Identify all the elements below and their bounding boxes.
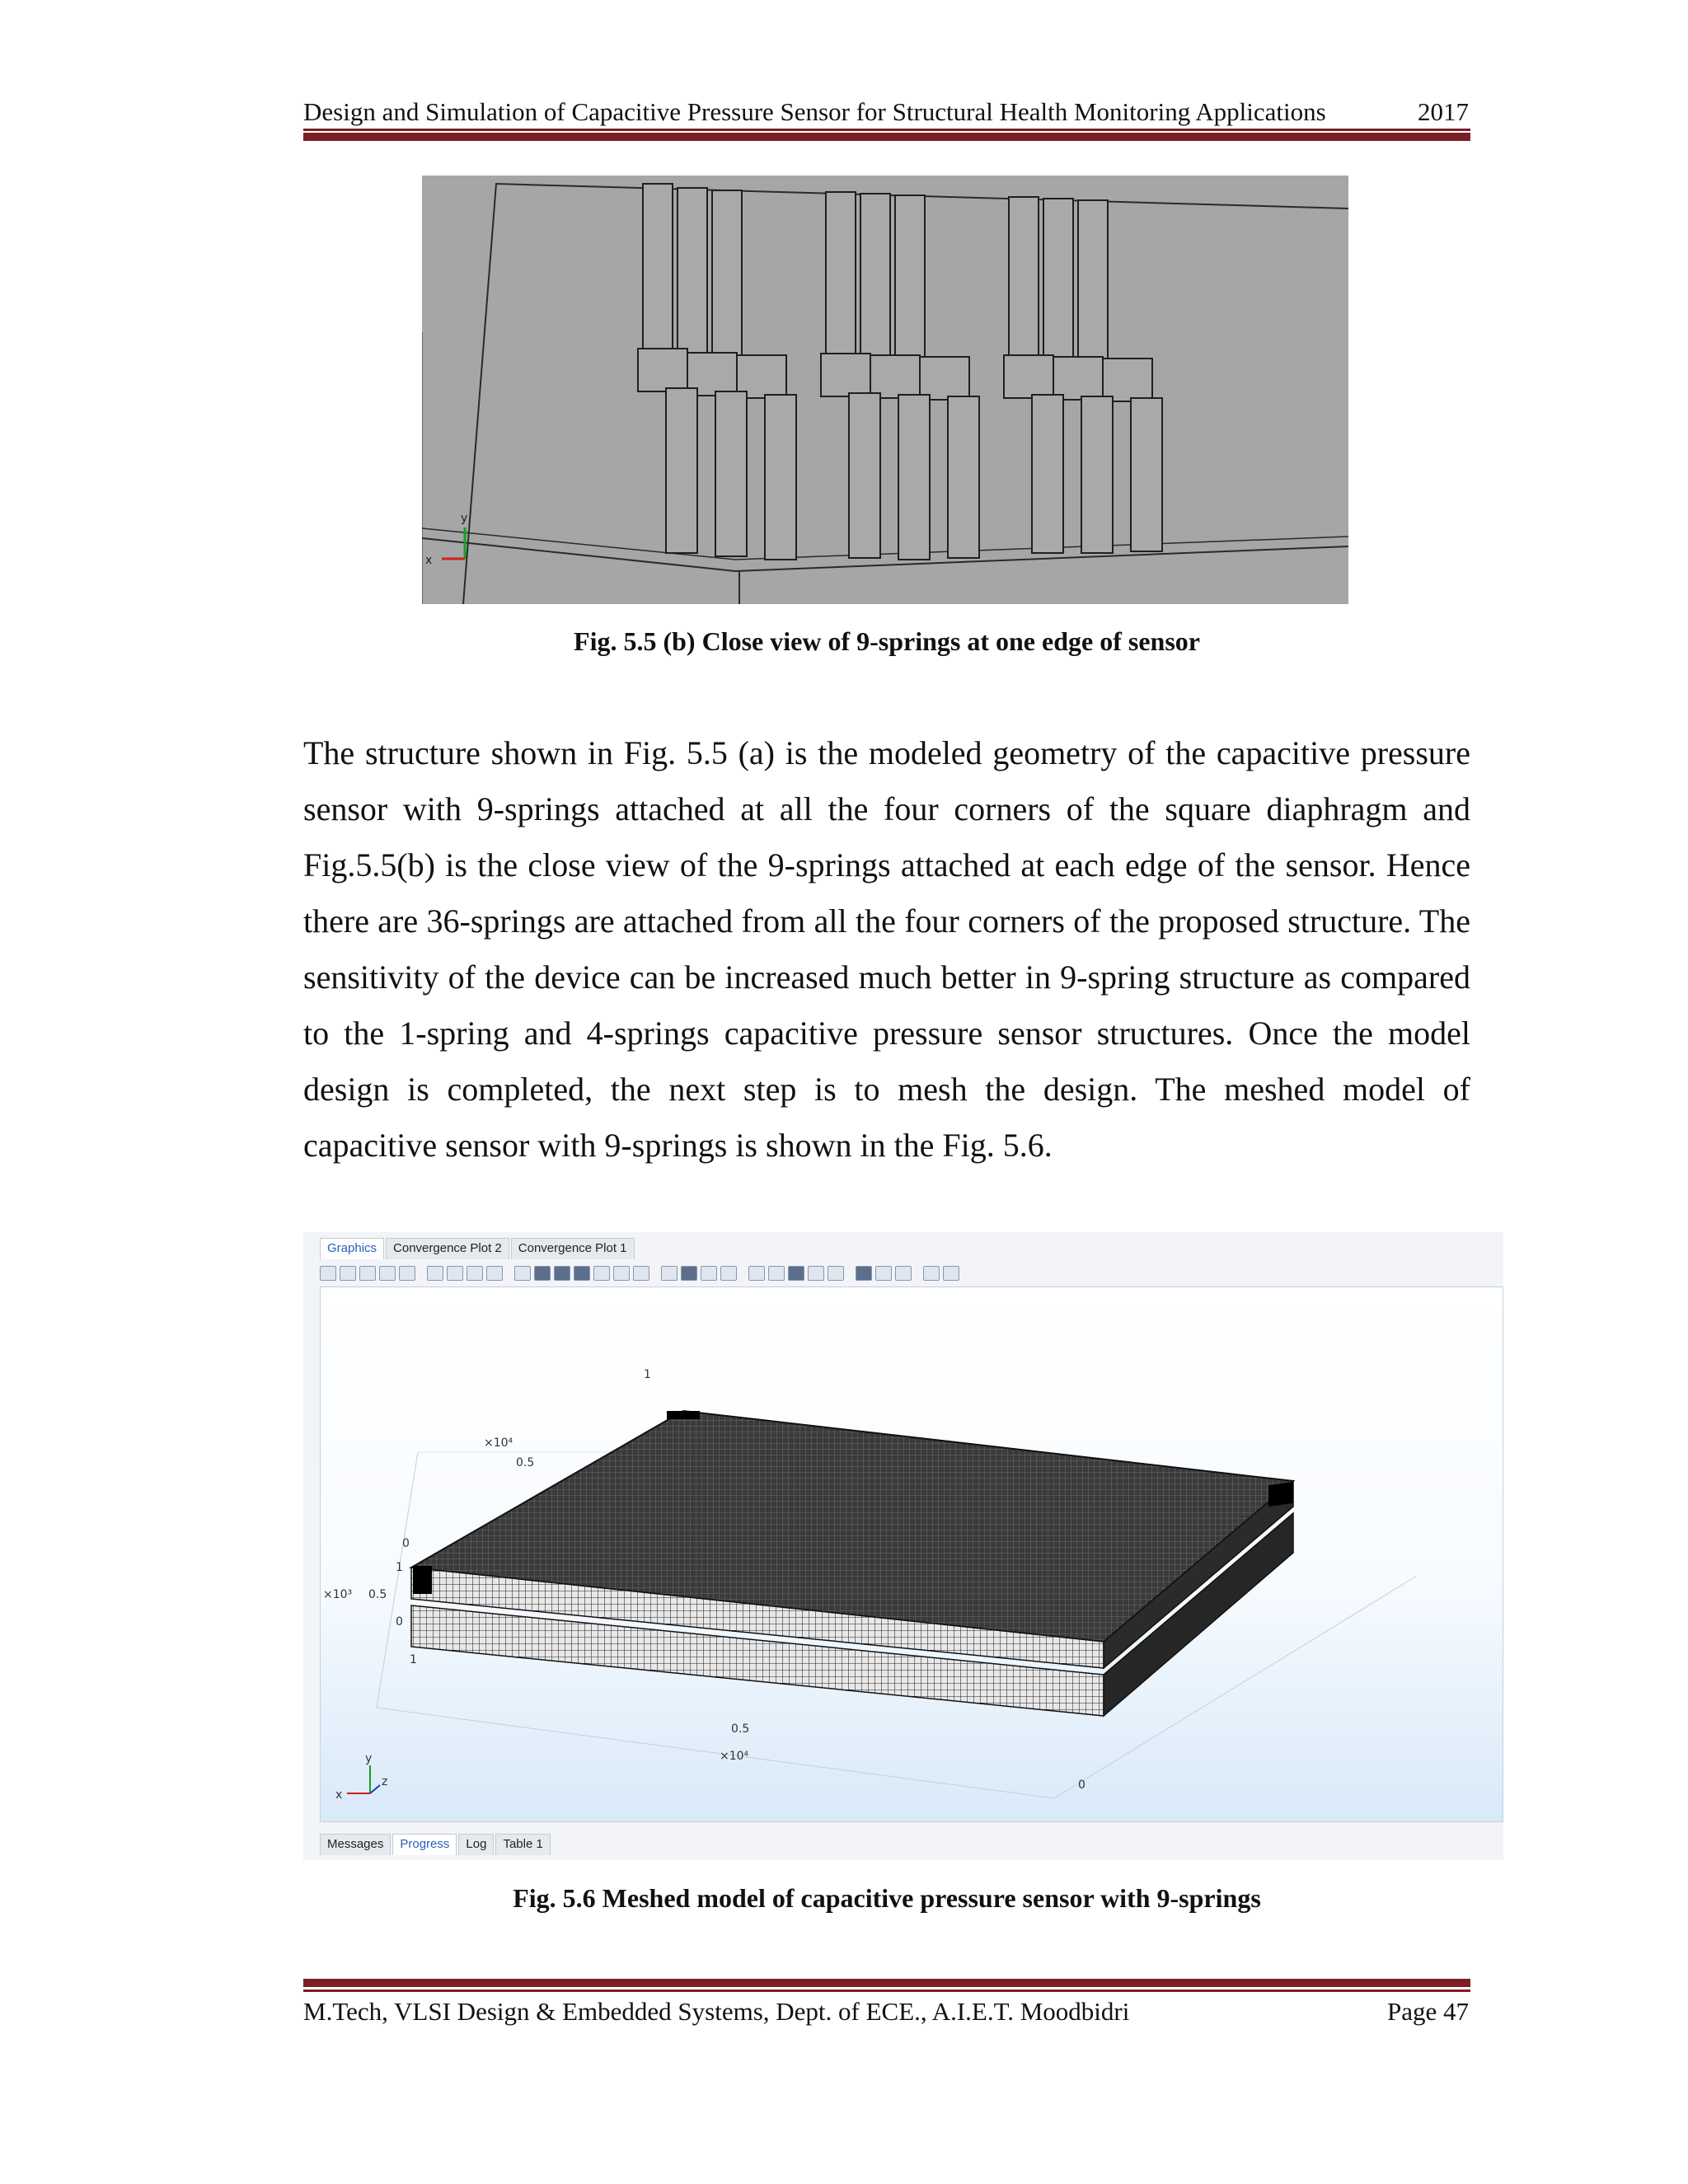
spring-geometry-render — [422, 176, 1348, 604]
figure-5-5b-image — [422, 176, 1348, 604]
deselect-icon[interactable] — [633, 1266, 649, 1281]
select-edges-icon[interactable] — [574, 1266, 590, 1281]
footer-rule-thick — [303, 1979, 1470, 1987]
view-xy-icon[interactable] — [447, 1266, 463, 1281]
copy-icon[interactable] — [895, 1266, 912, 1281]
select-domains-icon[interactable] — [534, 1266, 551, 1281]
tick-top-half: 0.5 — [516, 1456, 535, 1469]
tick-front-exp: ×10⁴ — [720, 1750, 749, 1763]
running-header-year: 2017 — [1418, 97, 1469, 126]
clear-selection-icon[interactable] — [720, 1266, 737, 1281]
body-paragraph: The structure shown in Fig. 5.5 (a) is the modeled geometry of the capacitive pressure sensor with 9-springs attached at all the four corners of the square diaphragm and Fig.5.5(b) is the close view of the 9-springs attached at each edge of the sensor. Hence there are 36-springs are attached from all the four corners of the proposed structure. The sensitivity of the device can be increased much better in 9-spring structure as compared to the 1-spring and 4-springs capacitive pressure sensor structures. Once the model design is completed, the next step is to mesh the design. The meshed model of capacitive sensor with 9-springs is shown in the Fig. 5.6. — [303, 734, 1470, 1164]
zoom-extents-icon[interactable] — [379, 1266, 396, 1281]
tick-front-half: 0.5 — [731, 1722, 750, 1736]
tick-left-half: 0.5 — [368, 1588, 387, 1601]
tick-top-1: 1 — [644, 1368, 651, 1381]
view-zx-icon[interactable] — [486, 1266, 503, 1281]
triad-z-label: z — [382, 1775, 388, 1788]
transparency-icon[interactable] — [768, 1266, 785, 1281]
header-rule-thick — [303, 133, 1470, 141]
zoom-in-icon[interactable] — [320, 1266, 336, 1281]
camera-icon[interactable] — [923, 1266, 940, 1281]
figure-5-6-caption: Fig. 5.6 Meshed model of capacitive pressure sensor with 9-springs — [513, 1883, 1261, 1913]
footer-rule-thin — [303, 1990, 1470, 1992]
select-objects-icon[interactable] — [514, 1266, 531, 1281]
header-rule-thin — [303, 129, 1470, 131]
tick-left-1: 1 — [396, 1561, 403, 1574]
view-settings-icon[interactable] — [701, 1266, 717, 1281]
tick-front-1: 1 — [410, 1653, 417, 1666]
zoom-out-icon[interactable] — [340, 1266, 356, 1281]
tick-left-0: 0 — [402, 1537, 410, 1550]
zoom-box-icon[interactable] — [359, 1266, 376, 1281]
render-icon[interactable] — [808, 1266, 824, 1281]
graphics-toolbar — [320, 1262, 1493, 1285]
tick-left-exp: ×10³ — [323, 1588, 353, 1601]
tick-top-exp: ×10⁴ — [484, 1436, 513, 1450]
bottom-tab-bar — [320, 1834, 551, 1855]
axis-grid-icon[interactable] — [856, 1266, 872, 1281]
tab-graphics[interactable]: Graphics — [320, 1238, 384, 1259]
zoom-selected-icon[interactable] — [399, 1266, 415, 1281]
select-points-icon[interactable] — [593, 1266, 610, 1281]
tab-progress[interactable]: Progress — [392, 1834, 457, 1855]
print-icon[interactable] — [943, 1266, 959, 1281]
tab-table-1[interactable]: Table 1 — [495, 1834, 550, 1855]
tab-log[interactable]: Log — [458, 1834, 494, 1855]
triad-y-label: y — [365, 1752, 373, 1765]
triad-x-label: x — [335, 1788, 343, 1802]
figure-5-5b-caption: Fig. 5.5 (b) Close view of 9-springs at one edge of sensor — [574, 626, 1200, 656]
footer-page-number: Page 47 — [1386, 1997, 1469, 2026]
reset-view-icon[interactable] — [828, 1266, 844, 1281]
mesh-render — [321, 1287, 1504, 1823]
tab-messages[interactable]: Messages — [320, 1834, 391, 1855]
show-icon[interactable] — [681, 1266, 697, 1281]
hide-icon[interactable] — [661, 1266, 678, 1281]
top-tab-bar — [320, 1238, 635, 1259]
view-yz-icon[interactable] — [467, 1266, 483, 1281]
select-box-icon[interactable] — [613, 1266, 630, 1281]
go-to-view-icon[interactable] — [427, 1266, 443, 1281]
legend-icon[interactable] — [875, 1266, 892, 1281]
tick-left-0b: 0 — [396, 1615, 403, 1629]
triad-z-arrow — [370, 1785, 380, 1793]
running-header-title: Design and Simulation of Capacitive Pressure Sensor for Structural Health Monitoring Applications — [303, 97, 1326, 126]
tab-convergence-plot-2[interactable]: Convergence Plot 2 — [386, 1238, 509, 1259]
triad-y-label: y — [461, 512, 468, 525]
triad-x-label: x — [425, 554, 433, 567]
wireframe-icon[interactable] — [748, 1266, 765, 1281]
scene-light-icon[interactable] — [788, 1266, 804, 1281]
select-boundaries-icon[interactable] — [554, 1266, 570, 1281]
footer-institution: M.Tech, VLSI Design & Embedded Systems, Dept. of ECE., A.I.E.T. Moodbidri — [303, 1997, 1130, 2026]
tick-front-0: 0 — [1078, 1779, 1085, 1792]
figure-5-6-comsol-window — [303, 1232, 1503, 1860]
tab-convergence-plot-1[interactable]: Convergence Plot 1 — [511, 1238, 635, 1259]
graphics-viewport[interactable] — [320, 1286, 1503, 1822]
